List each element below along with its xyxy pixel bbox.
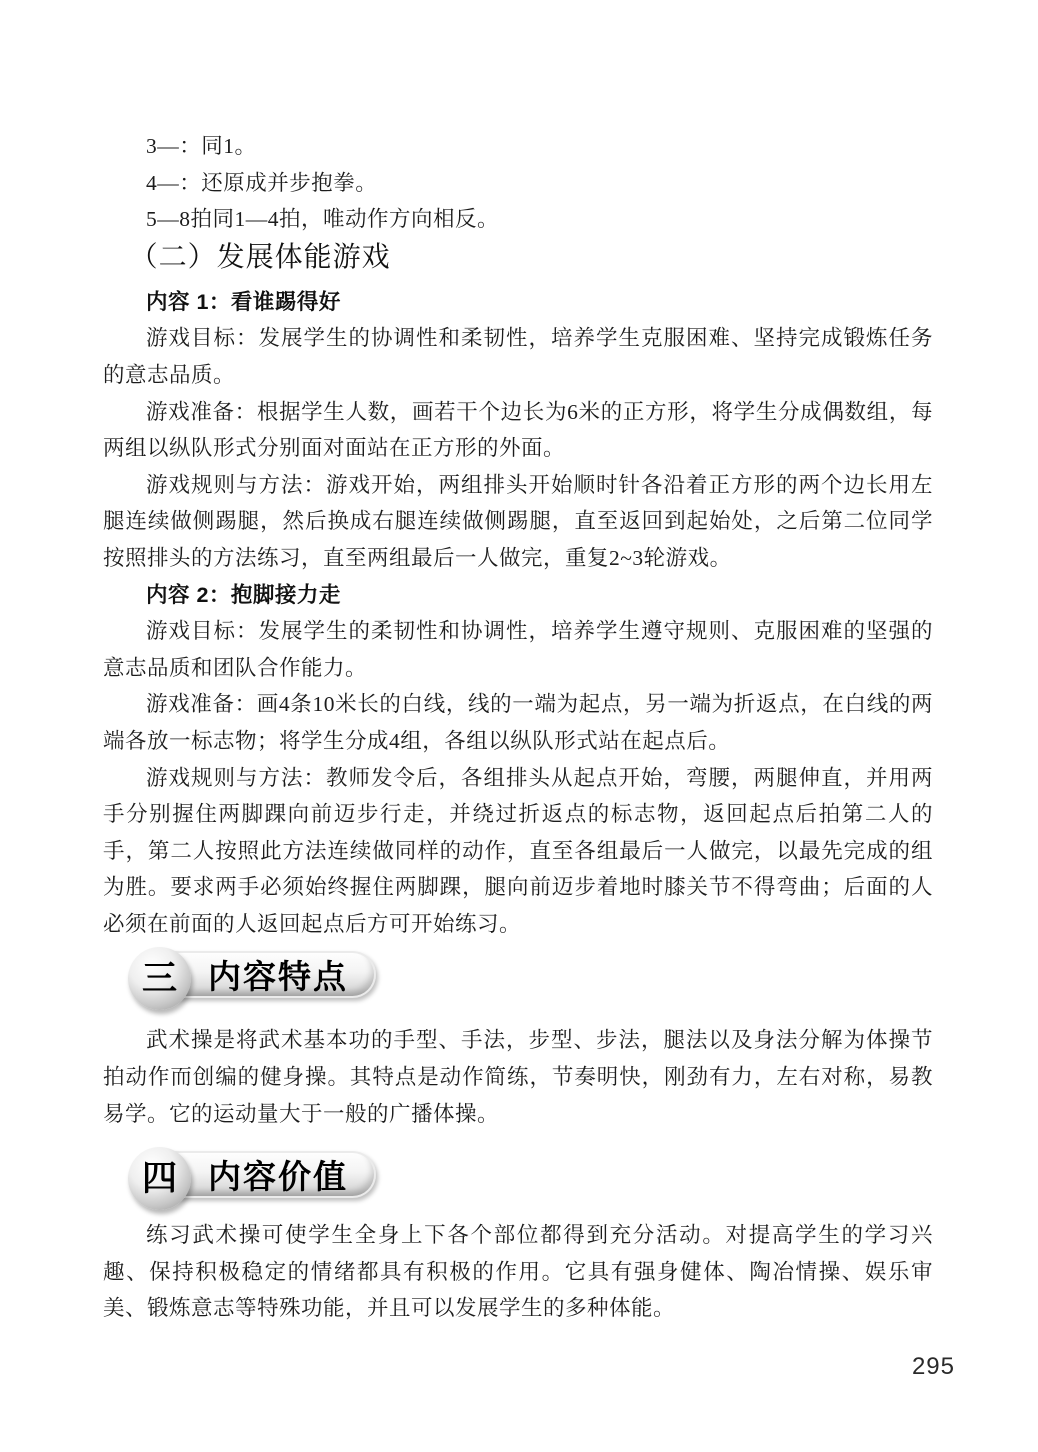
section3-heading-badge (128, 947, 388, 1010)
section4-number: 四 (141, 1159, 177, 1199)
beat-line-5-8: 5—8拍同1—4拍，唯动作方向相反。 (146, 207, 500, 232)
content1-prep-paragraph: 游戏准备：根据学生人数，画若干个边长为6米的正方形，将学生分成偶数组，每两组以纵队形式分别面对面站在正方形的外面。 (103, 399, 933, 461)
content2-prep-paragraph: 游戏准备：画4条10米长的白线，线的一端为起点，另一端为折返点，在白线的两端各放一标志物；将学生分成4组，各组以纵队形式站在起点后。 (103, 692, 933, 753)
section4-heading-badge (128, 1147, 388, 1210)
content2-goal-paragraph: 游戏目标：发展学生的柔韧性和协调性，培养学生遵守规则、克服困难的坚强的意志品质和团队合作能力。 (103, 619, 933, 680)
content1-rules-paragraph: 游戏规则与方法：游戏开始，两组排头开始顺时针各沿着正方形的两个边长用左腿连续做侧踢腿，然后换成右腿连续做侧踢腿，直至返回到起始处，之后第二位同学按照排头的方法练习，直至两组最后一人做完，重复2~3轮游戏。 (103, 472, 933, 570)
content2-rules-paragraph: 游戏规则与方法：教师发令后，各组排头从起点开始，弯腰，两腿伸直，并用两手分别握住两脚踝向前迈步行走，并绕过折返点的标志物，返回起点后拍第二人的手，第二人按照此方法连续做同样的动作，直至各组最后一人做完，以最先完成的组为胜。要求两手必须始终握住两脚踝，腿向前迈步着地时膝关节不得弯曲；后面的人必须在前面的人返回起点后方可开始练习。 (103, 765, 933, 936)
content2-title: 内容 2：抱脚接力走 (146, 582, 341, 607)
section3-number: 三 (141, 959, 177, 999)
page-content (103, 128, 933, 1327)
section4-number-icon (128, 1147, 191, 1210)
subsection-heading: （二）发展体能游戏 (129, 241, 391, 273)
section4-title: 内容价值 (208, 1158, 348, 1196)
beat-line-3: 3—：同1。 (146, 134, 257, 158)
page-number: 295 (911, 1353, 955, 1380)
section3-paragraph: 武术操是将武术基本功的手型、手法，步型、步法，腿法以及身法分解为体操节拍动作而创编的健身操。其特点是动作简练，节奏明快，刚劲有力，左右对称，易教易学。它的运动量大于一般的广播体操。 (103, 1028, 933, 1126)
beat-line-4: 4—：还原成并步抱拳。 (146, 170, 378, 195)
section3-number-icon (128, 947, 191, 1010)
section4-paragraph: 练习武术操可使学生全身上下各个部位都得到充分活动。对提高学生的学习兴趣、保持积极稳定的情绪都具有积极的作用。它具有强身健体、陶冶情操、娱乐审美、锻炼意志等特殊功能，并且可以发展学生的多种体能。 (103, 1223, 933, 1321)
section3-title: 内容特点 (208, 958, 348, 996)
content1-title: 内容 1：看谁踢得好 (146, 289, 341, 314)
content1-goal-paragraph: 游戏目标：发展学生的协调性和柔韧性，培养学生克服困难、坚持完成锻炼任务的意志品质。 (103, 326, 933, 387)
